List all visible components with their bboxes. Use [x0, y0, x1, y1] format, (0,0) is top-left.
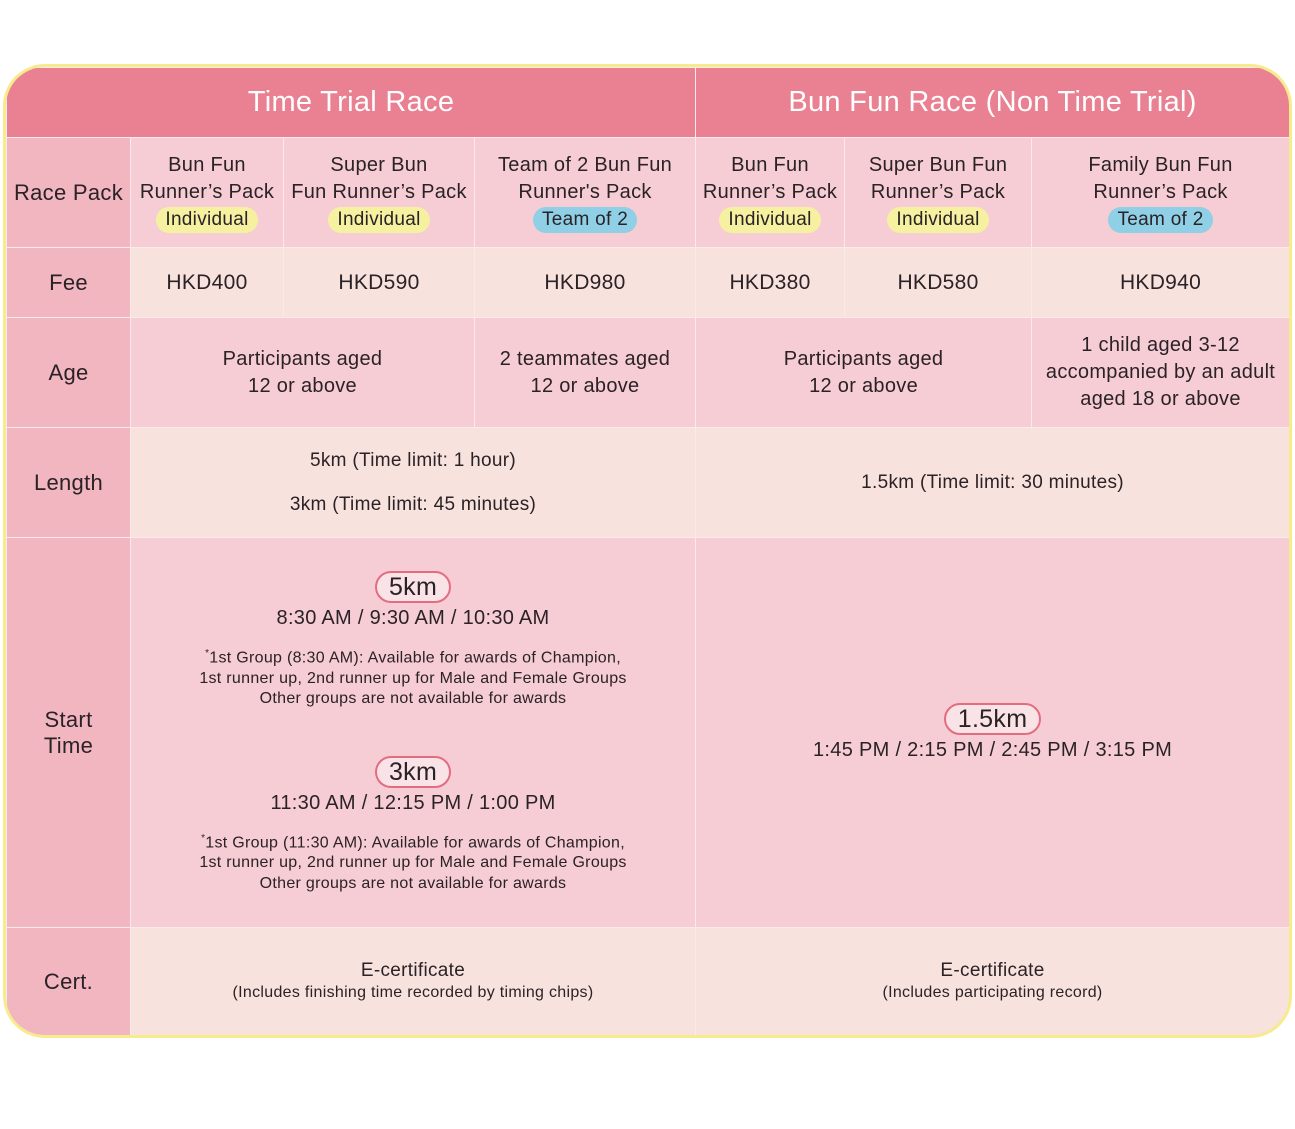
- fee-label: Fee: [7, 248, 131, 318]
- pack-name-line: Runner’s Pack: [870, 181, 1006, 203]
- individual-badge: Individual: [887, 207, 988, 233]
- length-tt: [131, 428, 696, 538]
- team-badge: Team of 2: [1108, 207, 1212, 233]
- length-bf: [696, 428, 1290, 538]
- distance-badge: 3km: [375, 756, 451, 788]
- team-badge: Team of 2: [533, 207, 637, 233]
- note-line: [131, 644, 695, 669]
- distance-badge: 1.5km: [944, 703, 1042, 735]
- individual-badge: Individual: [719, 207, 820, 233]
- age-line: accompanied by an adult: [1045, 361, 1276, 383]
- note-text: 1st Group (11:30 AM): Available for awards of Champion,: [205, 833, 625, 851]
- fee-value: HKD940: [1032, 248, 1290, 318]
- pack-cell: [475, 138, 696, 248]
- start-time-row: [7, 538, 1290, 928]
- pack-cell: [284, 138, 475, 248]
- note-line: 1st runner up, 2nd runner up for Male and Female Groups: [199, 854, 627, 872]
- start-times: 8:30 AM / 9:30 AM / 10:30 AM: [276, 606, 550, 629]
- length-5km: 5km (Time limit: 1 hour): [310, 449, 517, 471]
- note-line: [131, 829, 695, 854]
- age-line: 1 child aged 3-12: [1081, 334, 1240, 356]
- age-line: 12 or above: [530, 374, 640, 397]
- note-text: 1st Group (8:30 AM): Available for awards of Champion,: [209, 649, 621, 666]
- age-line: Participants aged: [222, 347, 383, 370]
- pack-name-line: Bun Fun: [168, 154, 246, 176]
- age-line: 12 or above: [248, 374, 357, 397]
- fee-value: HKD980: [475, 248, 696, 318]
- age-line: Participants aged: [783, 347, 944, 370]
- pack-name-line: Family Bun Fun: [1088, 154, 1233, 176]
- fee-value: HKD590: [284, 248, 475, 318]
- bun-fun-header: Bun Fun Race (Non Time Trial): [696, 68, 1290, 138]
- pack-name-line: Fun Runner’s Pack: [291, 181, 467, 203]
- cert-title: E-certificate: [940, 959, 1045, 981]
- pack-name-line: Runner’s Pack: [702, 181, 838, 203]
- length-label: Length: [7, 428, 131, 538]
- pack-name-line: Team of 2 Bun Fun: [497, 154, 673, 176]
- age-bf-individual: [696, 318, 1032, 428]
- cert-title: E-certificate: [360, 959, 466, 981]
- note-line: Other groups are not available for awards: [259, 874, 567, 892]
- cert-tt: [131, 928, 696, 1036]
- fee-value: HKD400: [131, 248, 284, 318]
- start-time-label: [7, 538, 131, 928]
- age-line: 2 teammates aged: [499, 347, 671, 370]
- age-line: 12 or above: [809, 374, 918, 397]
- age-line: aged 18 or above: [1080, 388, 1241, 410]
- start-block-3km: [131, 756, 695, 895]
- pack-cell: [131, 138, 284, 248]
- pack-name-line: Runner’s Pack: [139, 181, 275, 203]
- pack-cell: [696, 138, 845, 248]
- cert-row: [7, 928, 1290, 1036]
- length-row: [7, 428, 1290, 538]
- race-pack-row: [7, 138, 1290, 248]
- length-3km: 3km (Time limit: 45 minutes): [289, 493, 537, 515]
- cert-label: Cert.: [7, 928, 131, 1036]
- length-1-5km: 1.5km (Time limit: 30 minutes): [861, 471, 1124, 493]
- cert-detail: (Includes participating record): [882, 983, 1103, 1001]
- distance-badge: 5km: [375, 571, 451, 603]
- time-trial-header: Time Trial Race: [7, 68, 696, 138]
- start-times: 1:45 PM / 2:15 PM / 2:45 PM / 3:15 PM: [813, 739, 1173, 761]
- pack-cell: [1032, 138, 1290, 248]
- individual-badge: Individual: [328, 207, 429, 233]
- pack-name-line: Super Bun Fun: [868, 154, 1008, 176]
- age-bf-family: [1032, 318, 1290, 428]
- note-line: Other groups are not available for awards: [259, 690, 567, 707]
- header-row: [7, 68, 1290, 138]
- pack-name-line: Bun Fun: [731, 154, 809, 176]
- start-time-label-line: Time: [43, 732, 94, 758]
- age-label: Age: [7, 318, 131, 428]
- fee-value: HKD380: [696, 248, 845, 318]
- pack-name-line: Runner’s Pack: [1093, 181, 1228, 203]
- awards-note: [131, 829, 695, 895]
- start-time-tt: [131, 538, 696, 928]
- note-asterisk: *: [205, 647, 210, 659]
- age-tt-individual: [131, 318, 475, 428]
- cert-bf: [696, 928, 1290, 1036]
- start-block-5km: [131, 571, 695, 710]
- fee-row: [7, 248, 1290, 318]
- race-pack-label: Race Pack: [7, 138, 131, 248]
- cert-detail: (Includes finishing time recorded by timing chips): [232, 983, 594, 1001]
- individual-badge: Individual: [156, 207, 257, 233]
- pack-name-line: Super Bun: [330, 154, 428, 176]
- start-time-label-line: Start: [44, 706, 93, 732]
- start-times: 11:30 AM / 12:15 PM / 1:00 PM: [270, 791, 556, 814]
- race-comparison-table-frame: [3, 64, 1292, 1038]
- pack-cell: [845, 138, 1032, 248]
- awards-note: [131, 644, 695, 710]
- race-comparison-table: [6, 67, 1290, 1036]
- start-time-bf: [696, 538, 1290, 928]
- age-tt-team: [475, 318, 696, 428]
- note-asterisk: *: [201, 832, 206, 844]
- note-line: 1st runner up, 2nd runner up for Male and Female Groups: [199, 669, 627, 687]
- fee-value: HKD580: [845, 248, 1032, 318]
- age-row: [7, 318, 1290, 428]
- pack-name-line: Runner's Pack: [518, 181, 652, 203]
